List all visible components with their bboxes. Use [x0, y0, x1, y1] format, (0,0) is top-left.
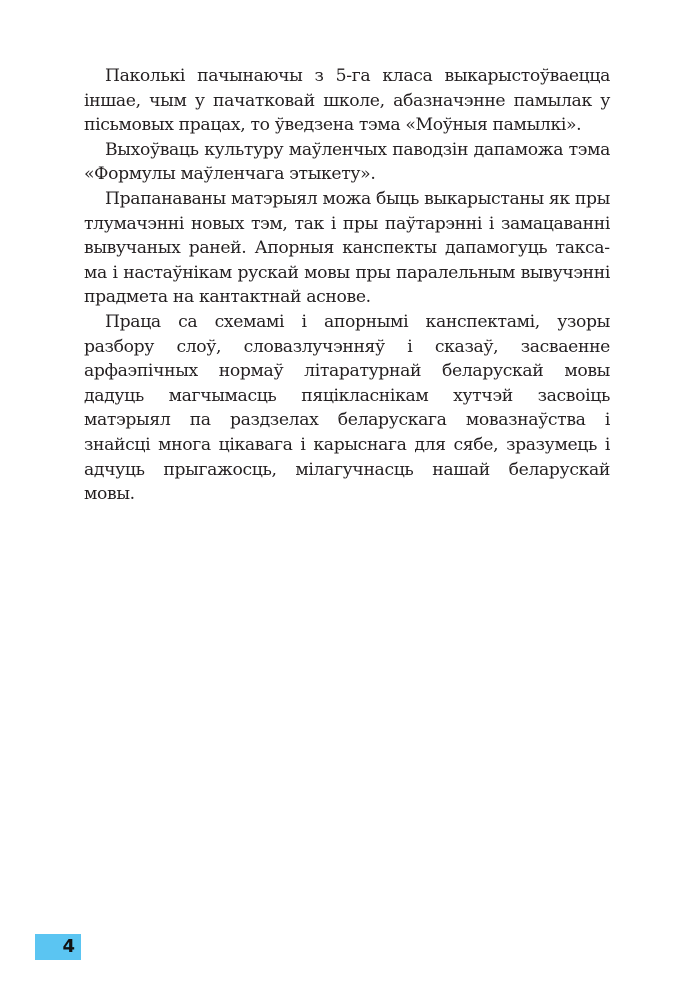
body-text	[84, 64, 610, 507]
paragraph: Праца са схемамі і апорнымі канспектамі, узоры разбору слоў, словазлучэнняў і сказаў, засваенне арфаэпічных нормаў літаратурнай беларускай мовы дадуць магчымасць пяцікласнікам хутчэй засвоіць матэрыял па раздзелах беларускага мовазнаўства і знайсці многа цікавага і карыснага для сябе, зразумець і адчуць прыгажосць, мілагучнасць нашай беларускай мовы.	[84, 311, 610, 505]
paragraph: Выхоўваць культуру маўленчых паводзін дапаможа тэма «Формулы маўленчага этыкету».	[84, 139, 610, 185]
paragraph: Прапанаваны матэрыял можа быць выкарыстаны як пры тлумачэнні новых тэм, так і пры паўтарэнні і замацаванні вывучаных раней. Апорныя канспекты дапамогуць таксама і настаўнікам рускай мовы пры паралельным вывучэнні прадмета на кантактнай аснове.	[84, 188, 611, 308]
paragraph: Паколькі пачынаючы з 5-га класа выкарыстоўваецца іншае, чым у пачатковай школе, абазначэнне памылак у пісьмовых працах, то ўведзена тэма «Моўныя памылкі».	[84, 66, 610, 136]
page-number-badge: 4	[35, 934, 81, 960]
